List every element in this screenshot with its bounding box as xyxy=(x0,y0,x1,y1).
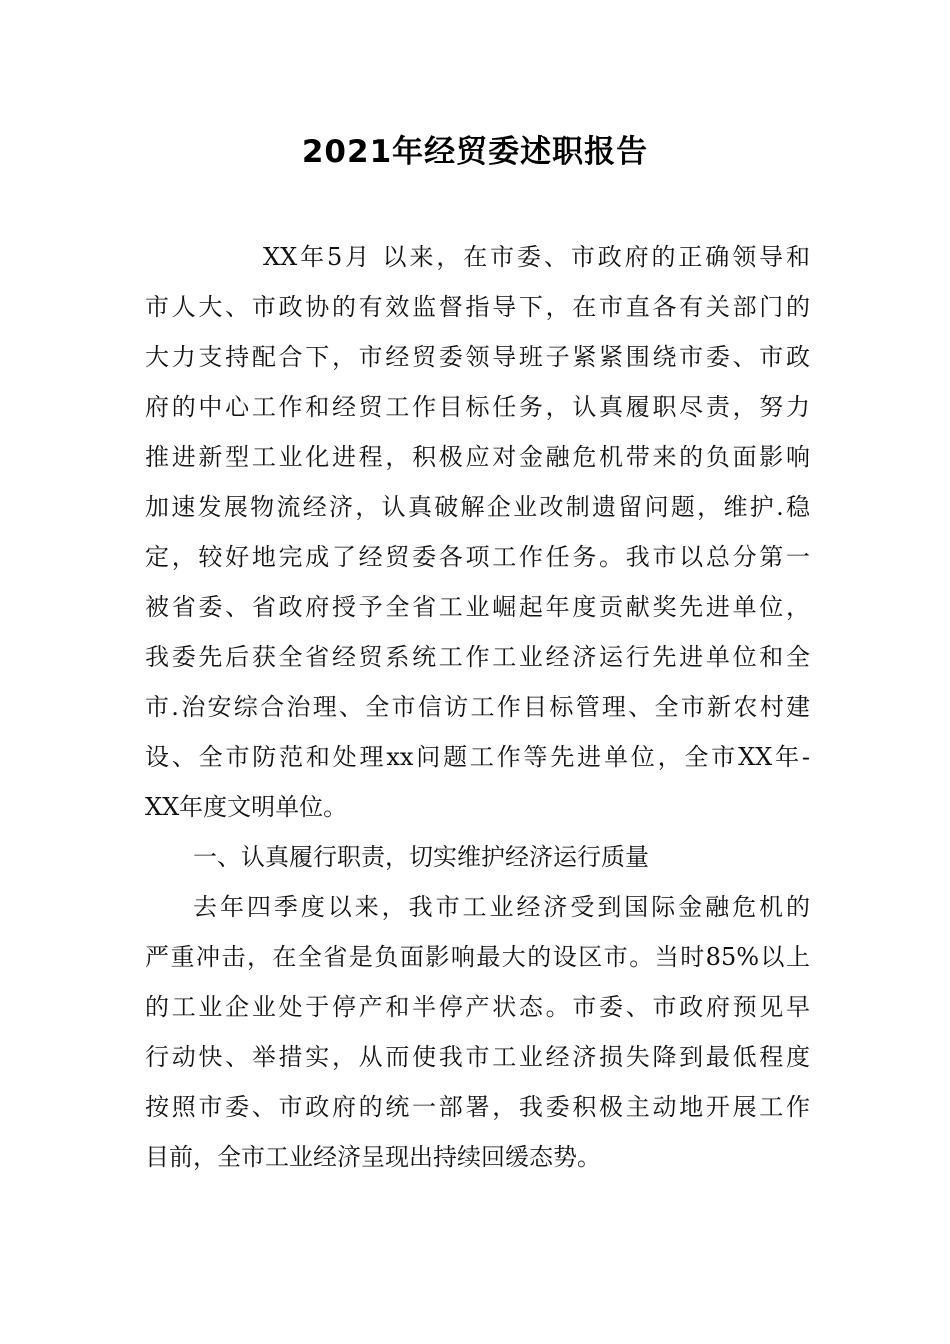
paragraph-line: 推进新型工业化进程，积极应对金融危机带来的负面影响 xyxy=(145,443,810,471)
paragraph-line: 去年四季度以来，我市工业经济受到国际金融危机的 xyxy=(193,893,810,921)
paragraph-line: 府的中心工作和经贸工作目标任务，认真履职尽责，努力 xyxy=(145,393,810,421)
paragraph-line: 大力支持配合下，市经贸委领导班子紧紧围绕市委、市政 xyxy=(145,343,810,371)
paragraph-line: 目前，全市工业经济呈现出持续回缓态势。 xyxy=(145,1143,601,1171)
paragraph-line: XX年5月 以来，在市委、市政府的正确领导和 xyxy=(263,243,810,271)
paragraph-line: 的工业企业处于停产和半停产状态。市委、市政府预见早 xyxy=(145,993,810,1021)
paragraph-line: 被省委、省政府授予全省工业崛起年度贡献奖先进单位， xyxy=(145,593,810,621)
paragraph-line: XX年度文明单位。 xyxy=(145,793,348,821)
paragraph-line: 严重冲击，在全省是负面影响最大的设区市。当时85%以上 xyxy=(145,943,810,971)
paragraph-line: 行动快、举措实，从而使我市工业经济损失降到最低程度 xyxy=(145,1043,810,1071)
document-title: 2021年经贸委述职报告 xyxy=(301,134,649,170)
paragraph-line: 定，较好地完成了经贸委各项工作任务。我市以总分第一 xyxy=(145,543,810,571)
paragraph-line: 市人大、市政协的有效监督指导下，在市直各有关部门的 xyxy=(145,293,810,321)
paragraph-line: 市.治安综合治理、全市信访工作目标管理、全市新农村建 xyxy=(145,693,810,721)
paragraph-line: 我委先后获全省经贸系统工作工业经济运行先进单位和全 xyxy=(145,643,810,671)
paragraph-line: 设、全市防范和处理xx问题工作等先进单位，全市XX年- xyxy=(145,743,810,771)
paragraph-line: 加速发展物流经济，认真破解企业改制遗留问题，维护.稳 xyxy=(145,493,810,521)
paragraph-line: 按照市委、市政府的统一部署，我委积极主动地开展工作 xyxy=(145,1093,810,1121)
section-heading: 一、认真履行职责，切实维护经济运行质量 xyxy=(193,843,649,871)
